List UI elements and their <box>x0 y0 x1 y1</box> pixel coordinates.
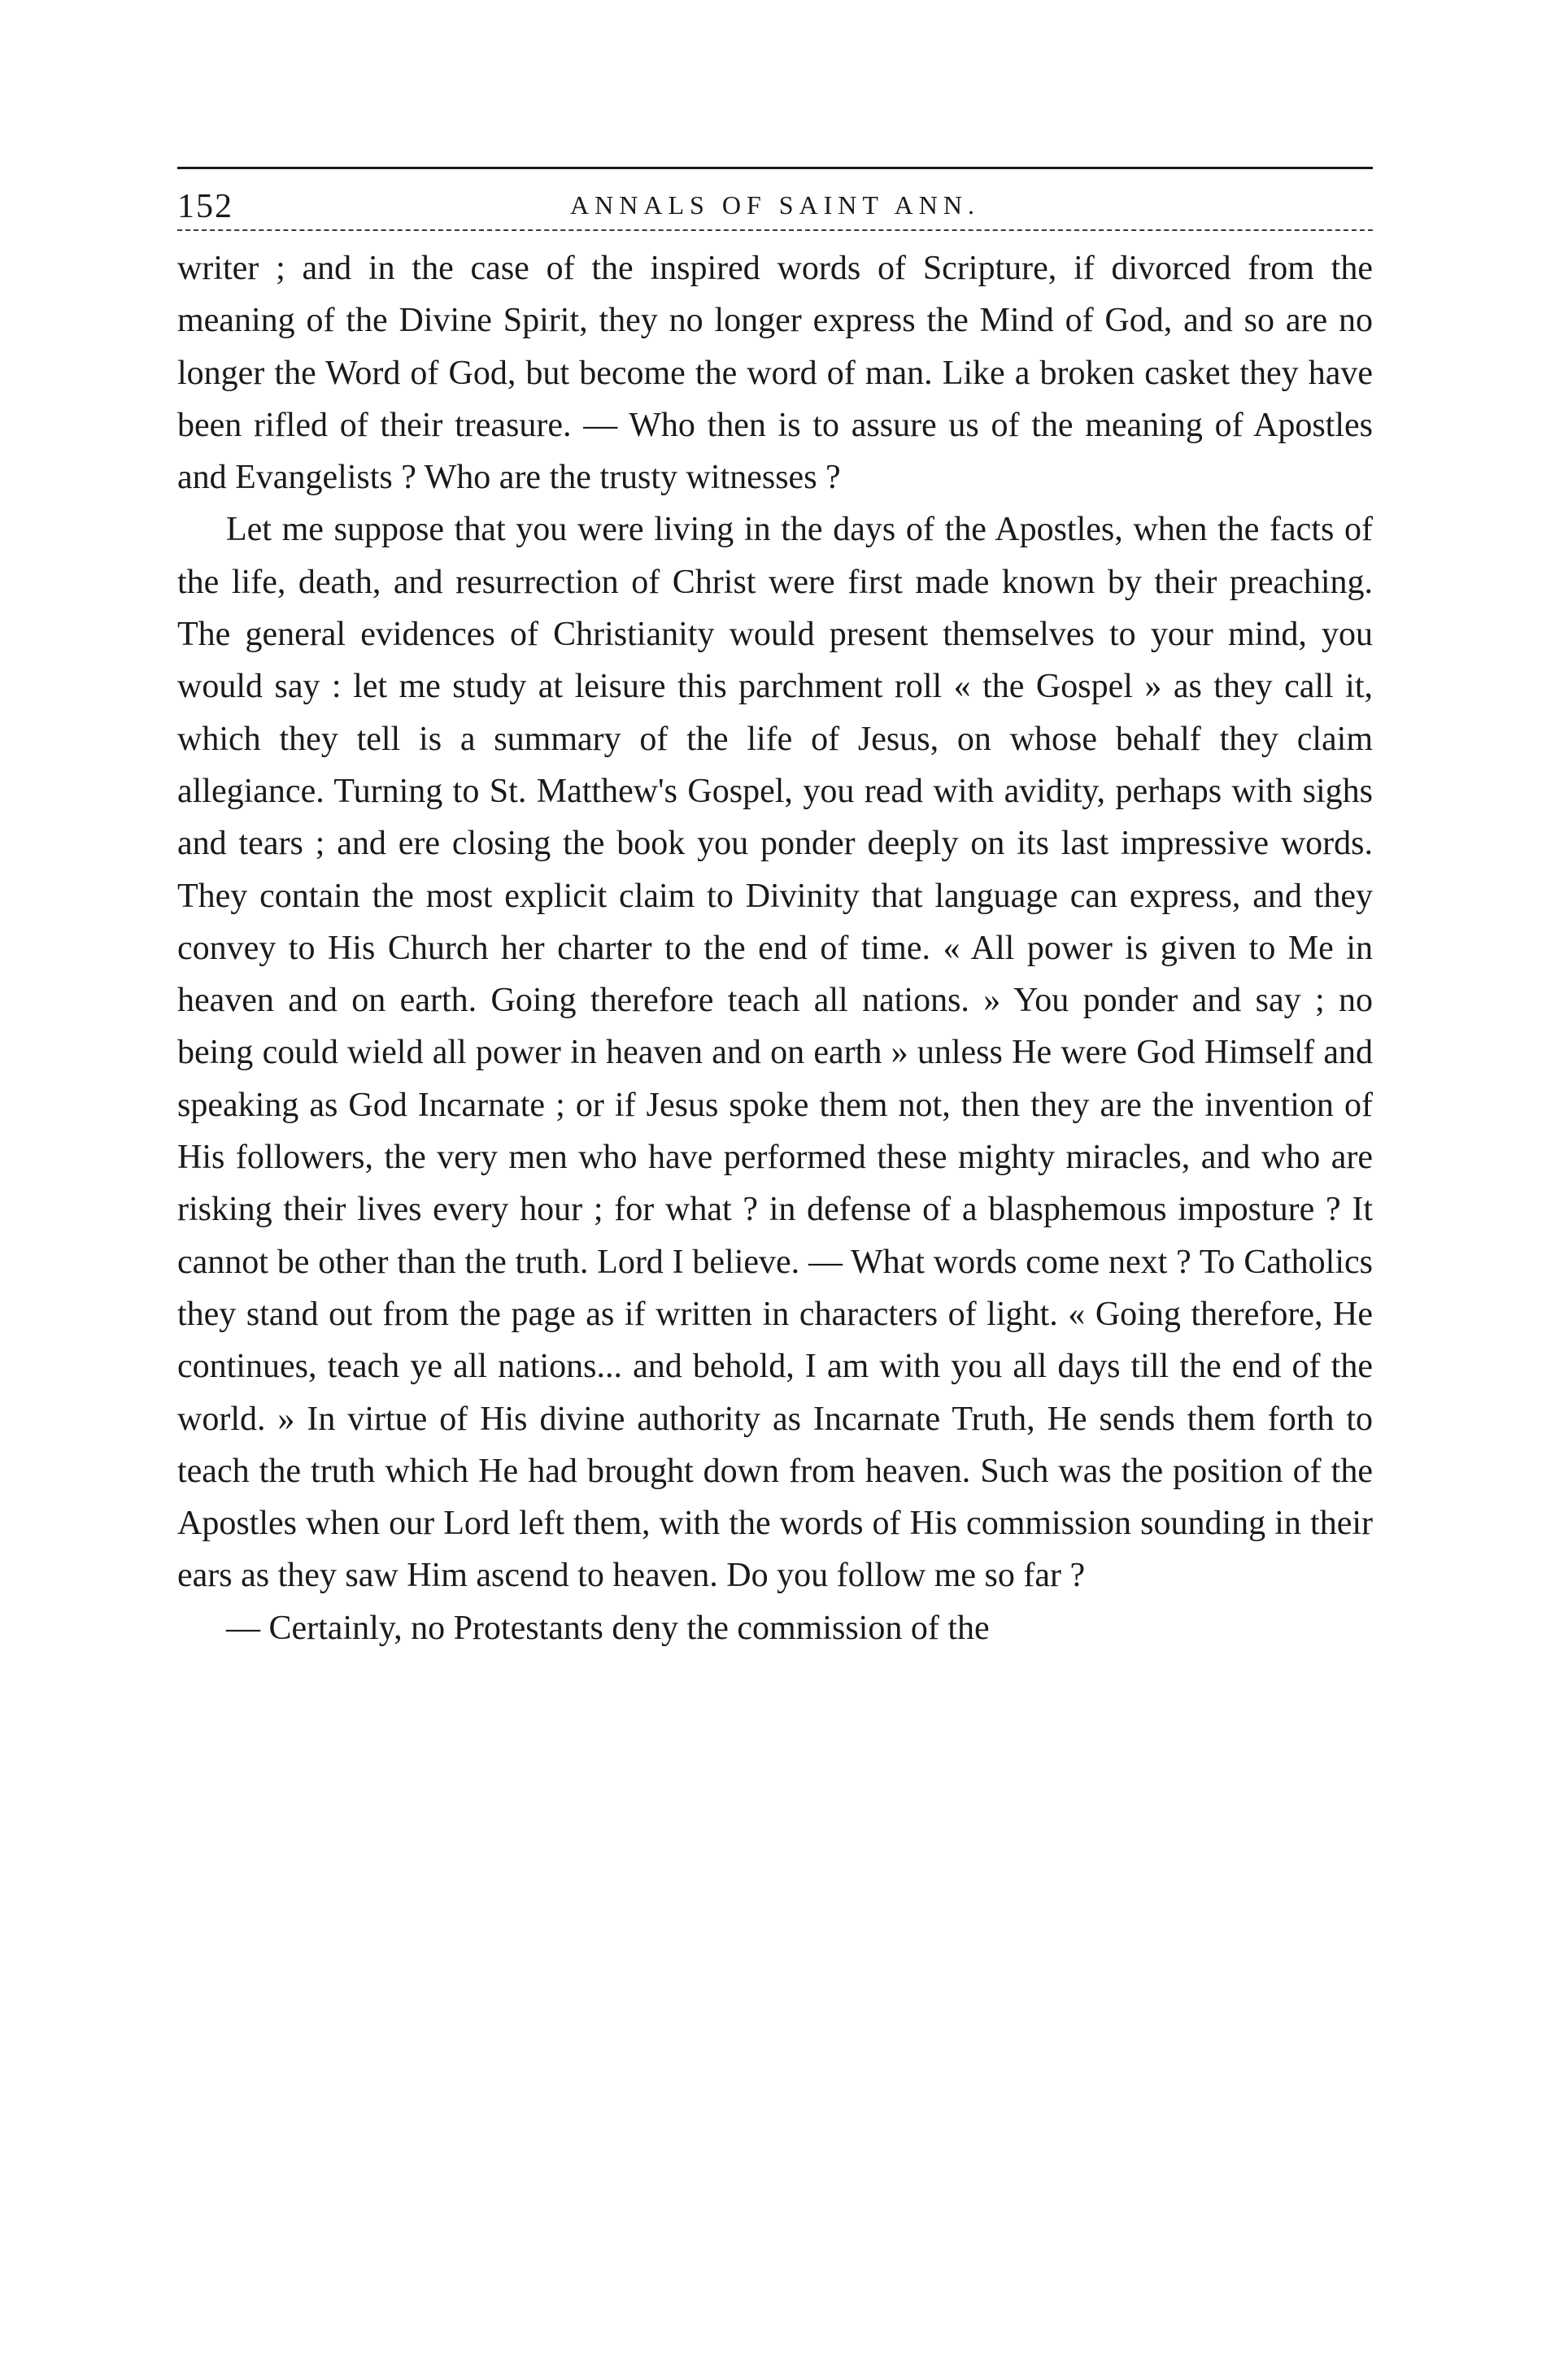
page-number: 152 <box>177 188 233 225</box>
header-top-rule <box>177 167 1373 169</box>
book-page <box>177 167 1373 1654</box>
running-head <box>177 187 1373 229</box>
paragraph-dialogue: — Certainly, no Protestants deny the commission of the <box>226 1609 990 1647</box>
running-title: ANNALS OF SAINT ANN. <box>570 190 980 220</box>
paragraph-continued: writer ; and in the case of the inspired words of Scripture, if divorced from the meaning of the Divine Spirit, they no longer express the Mind of God, and so are no longer the Word of God, but become the word of man. Like a broken casket they have been rifled of their treasure. — Who then is to assure us of the meaning of Apostles and Evangelists ? Who are the trusty witnesses ? <box>177 250 1373 497</box>
body-text <box>177 242 1373 1654</box>
paragraph: Let me suppose that you were living in the days of the Apostles, when the facts of the life, death, and resurrection of Christ were first made known by their preaching. The general evidences of Christianity would present themselves to your mind, you would say : let me study at leisure this parchment roll « the Gospel » as they call it, which they tell is a summary of the life of Jesus, on whose behalf they claim allegiance. Turning to St. Matthew's Gospel, you read with avidity, perhaps with sighs and tears ; and ere closing the book you ponder deeply on its last impressive words. They contain the most explicit claim to Divinity that language can express, and they convey to His Church her charter to the end of time. « All power is given to Me in heaven and on earth. Going therefore teach all nations. » You ponder and say ; no being could wield all power in heaven and on earth » unless He were God Himself and speaking as God Incarnate ; or if Jesus spoke them not, then they are the invention of His followers, the very men who have performed these mighty miracles, and who are risking their lives every hour ; for what ? in defense of a blasphemous imposture ? It cannot be other than the truth. Lord I believe. — What words come next ? To Catholics they stand out from the page as if written in characters of light. « Going therefore, He continues, teach ye all nations... and behold, I am with you all days till the end of the world. » In virtue of His divine authority as Incarnate Truth, He sends them forth to teach the truth which He had brought down from heaven. Such was the position of the Apostles when our Lord left them, with the words of His commission sounding in their ears as they saw Him ascend to heaven. Do you follow me so far ? <box>177 511 1373 1595</box>
header-bottom-rule <box>177 229 1373 231</box>
